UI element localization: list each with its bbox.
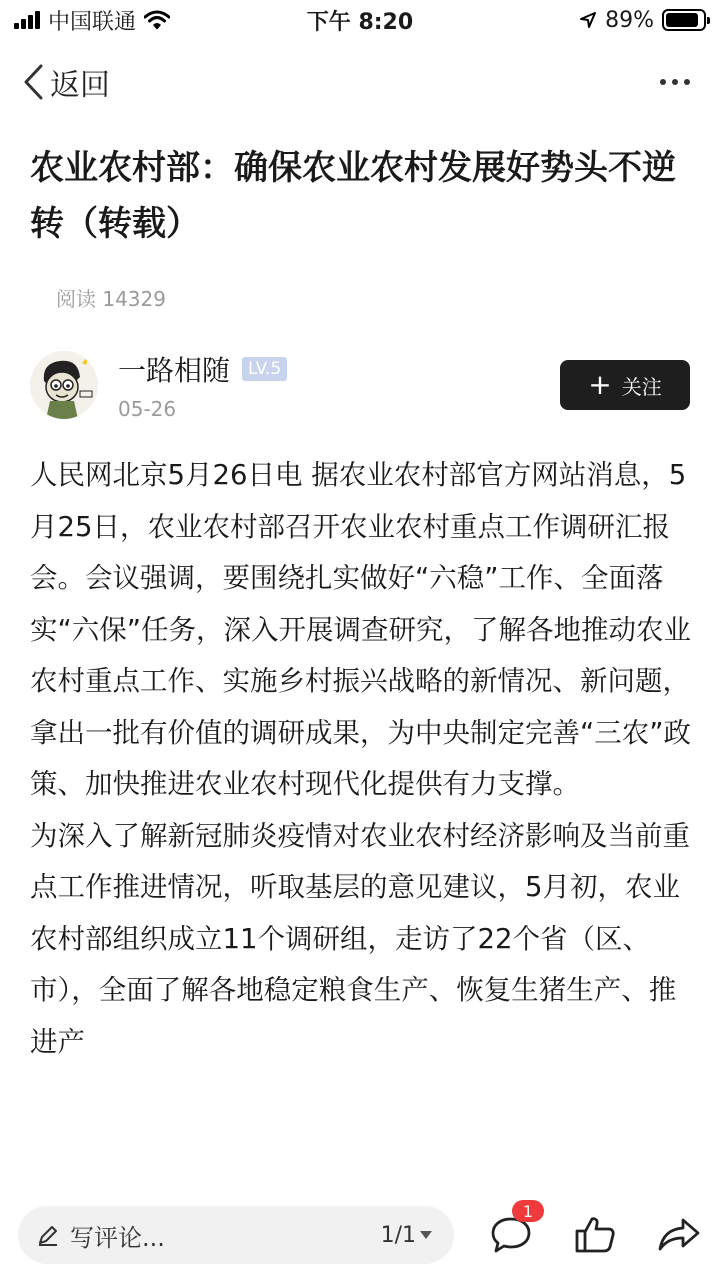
- nav-bar: [0, 52, 720, 112]
- author-info: [118, 349, 560, 421]
- battery-icon: [662, 9, 706, 31]
- comment-button[interactable]: [488, 1201, 534, 1258]
- caret-down-icon: [420, 1231, 432, 1239]
- plus-icon: +: [588, 368, 612, 401]
- article-paragraph: 为深入了解新冠肺炎疫情对农业农村经济影响及当前重点工作推进情况，听取基层的意见建议，5月初，农业农村部组织成立11个调研组，走访了22个省（区、市），全面了解各地稳定粮食生产、恢复生猪生产、推进产: [30, 819, 690, 1058]
- page-indicator[interactable]: [381, 1223, 432, 1248]
- wifi-icon: [144, 10, 170, 30]
- share-button[interactable]: [656, 1212, 702, 1258]
- battery-fill: [666, 13, 698, 27]
- avatar[interactable]: [30, 351, 98, 419]
- comment-count-badge: 1: [512, 1200, 544, 1222]
- comment-placeholder: 写评论...: [70, 1223, 165, 1252]
- read-label: 阅读: [56, 287, 96, 311]
- back-button[interactable]: [22, 60, 110, 104]
- read-count: [56, 283, 166, 312]
- pen-icon: [36, 1223, 60, 1247]
- avatar-illustration: [30, 351, 98, 419]
- status-left: [14, 5, 170, 36]
- share-arrow-icon: [657, 1216, 701, 1254]
- article-paragraph: 人民网北京5月26日电 据农业农村部官方网站消息，5月25日，农业农村部召开农业农村重点工作调研汇报会。会议强调，要围绕扎实做好“六稳”工作、全面落实“六保”任务，深入开展调查研究，了解各地推动农业农村重点工作、实施乡村振兴战略的新情况、新问题，拿出一批有价值的调研成果，为中央制定完善“三农”政策、加快推进农业农村现代化提供有力支撑。: [30, 459, 691, 800]
- status-time: 下午 8:20: [306, 9, 414, 35]
- page-indicator-text: 1/1: [380, 1222, 416, 1248]
- signal-icon: [14, 11, 40, 29]
- post-date: 05-26: [118, 397, 177, 421]
- battery-percent: 89%: [605, 7, 654, 33]
- follow-label: 关注: [621, 374, 662, 399]
- status-right: [579, 8, 706, 33]
- author-name[interactable]: 一路相随: [118, 354, 231, 387]
- comment-input[interactable]: [18, 1206, 454, 1264]
- article-body: [30, 450, 694, 1180]
- author-line: [118, 349, 560, 389]
- back-label: 返回: [50, 68, 110, 103]
- more-dots-icon: [660, 79, 666, 85]
- carrier-name: 中国联通: [48, 9, 137, 35]
- read-count-value: 14329: [102, 287, 166, 311]
- chevron-left-icon: [22, 64, 44, 100]
- more-button[interactable]: [660, 79, 690, 85]
- location-arrow-icon: [579, 11, 597, 29]
- status-bar: [0, 0, 720, 40]
- bottom-bar: [0, 1200, 720, 1270]
- thumbs-up-icon: [574, 1215, 616, 1255]
- like-button[interactable]: [572, 1212, 618, 1258]
- level-badge: LV.5: [242, 357, 287, 381]
- action-group: [488, 1201, 702, 1258]
- follow-button[interactable]: [560, 360, 690, 410]
- author-row: [30, 345, 690, 425]
- article-title: 农业农村部：确保农业农村发展好势头不逆转（转载）: [30, 148, 676, 244]
